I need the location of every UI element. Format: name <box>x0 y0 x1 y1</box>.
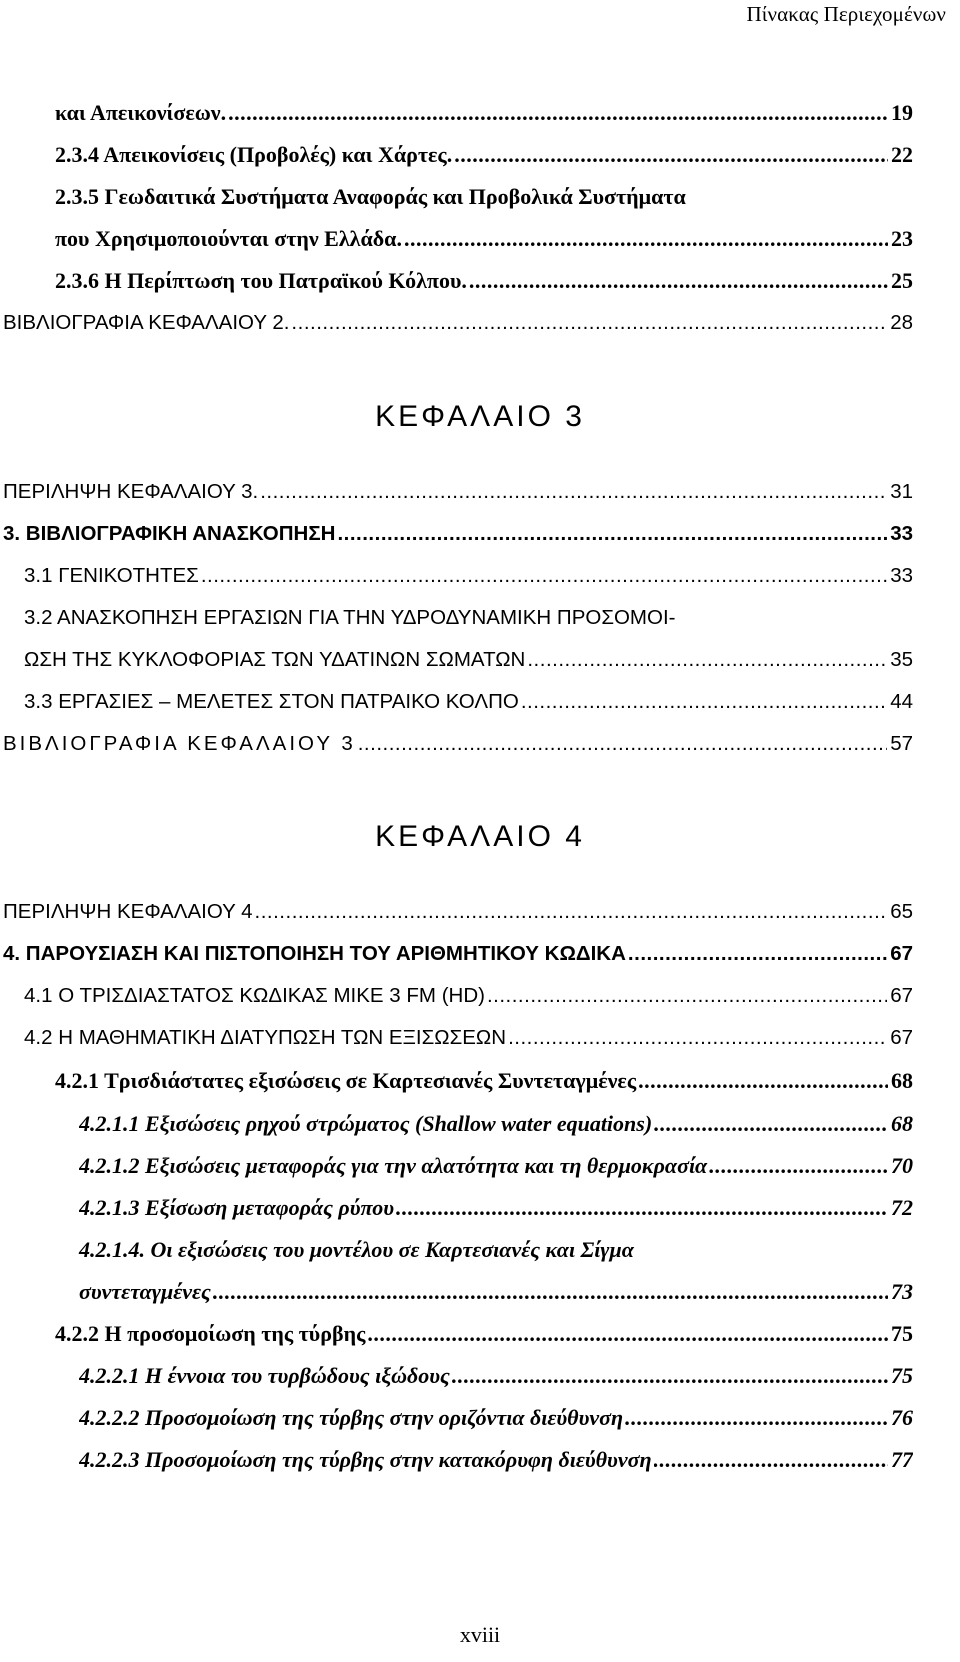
toc-entry-title: 4.2.1.1 Εξισώσεις ρηχού στρώματος (Shallow water equations) <box>79 1111 653 1136</box>
toc-page-number: 31 <box>890 480 913 503</box>
toc-entry-title: 4.2.2.2 Προσομοίωση της τύρβης στην οριζόντια διεύθυνση <box>79 1405 624 1430</box>
toc-entry-title: ΒΙΒΛΙΟΓΡΑΦΙΑ ΚΕΦΑΛΑΙΟΥ 3 <box>3 732 356 755</box>
chapter-heading: ΚΕΦΑΛΑΙΟ 4 <box>375 820 585 853</box>
toc-entry-title-line: 3.2 ΑΝΑΣΚΟΠΗΣΗ ΕΡΓΑΣΙΩΝ ΓΙΑ ΤΗΝ ΥΔΡΟΔΥΝΑΜΙΚΗ ΠΡΟΣΟΜΟΙ- <box>24 606 676 629</box>
toc-leader <box>709 1153 888 1179</box>
toc-leader <box>508 1026 887 1050</box>
toc-entry-title: 4.2.2.1 Η έννοια του τυρβώδους ιξώδους <box>79 1363 450 1388</box>
toc-entry-title: ΩΣΗ ΤΗΣ ΚΥΚΛΟΦΟΡΙΑΣ ΤΩΝ ΥΔΑΤΙΝΩΝ ΣΩΜΑΤΩΝ <box>24 648 526 671</box>
toc-page-number: 73 <box>891 1279 913 1304</box>
toc-page-number: 67 <box>890 942 913 965</box>
toc-page-number: 19 <box>891 100 913 125</box>
toc-page-number: 35 <box>890 648 913 671</box>
toc-leader <box>487 984 887 1008</box>
toc-entry[interactable] <box>79 1111 913 1137</box>
toc-entry-title-line: 2.3.5 Γεωδαιτικά Συστήματα Αναφοράς και Προβολικά Συστήματα <box>55 184 686 209</box>
toc-entry[interactable] <box>55 226 913 252</box>
toc-page-number: 70 <box>891 1153 913 1178</box>
toc-page-number: 33 <box>890 564 913 587</box>
toc-entry[interactable] <box>3 522 913 546</box>
toc-entry-title: 4.2 Η ΜΑΘΗΜΑΤΙΚΗ ΔΙΑΤΥΠΩΣΗ ΤΩΝ ΕΞΙΣΩΣΕΩΝ <box>24 1026 507 1049</box>
toc-page-number: 67 <box>890 1026 913 1049</box>
toc-entry[interactable] <box>55 100 913 126</box>
toc-page-number: 76 <box>891 1405 913 1430</box>
toc-page-number: 23 <box>891 226 913 251</box>
toc-leader <box>228 100 888 126</box>
toc-entry-title: 4. ΠΑΡΟΥΣΙΑΣΗ ΚΑΙ ΠΙΣΤΟΠΟΙΗΣΗ ΤΟΥ ΑΡΙΘΜΗΤΙΚΟΥ ΚΩΔΙΚΑ <box>3 942 626 965</box>
page-header: Πίνακας Περιεχομένων <box>746 2 946 26</box>
toc-leader <box>255 900 888 924</box>
toc-page-number: 28 <box>890 311 913 334</box>
toc-entry-title: που Χρησιμοποιούνται στην Ελλάδα. <box>55 226 402 251</box>
toc-leader <box>260 480 887 504</box>
toc-page-number: 75 <box>891 1321 913 1346</box>
toc-leader <box>469 268 888 294</box>
toc-leader <box>638 1068 888 1094</box>
toc-entry-title: 3. ΒΙΒΛΙΟΓΡΑΦΙΚΗ ΑΝΑΣΚΟΠΗΣΗ <box>3 522 336 545</box>
toc-leader <box>404 226 888 252</box>
toc-entry[interactable] <box>24 984 913 1008</box>
toc-entry[interactable] <box>55 268 913 294</box>
toc-page-number: 33 <box>890 522 913 545</box>
toc-leader <box>337 522 887 546</box>
toc-entry-title: 2.3.4 Απεικονίσεις (Προβολές) και Χάρτες. <box>55 142 453 167</box>
toc-entry[interactable] <box>3 311 913 335</box>
toc-entry-title: 3.1 ΓΕΝΙΚΟΤΗΤΕΣ <box>24 564 199 587</box>
toc-entry[interactable] <box>55 1068 913 1094</box>
toc-entry[interactable] <box>24 648 913 672</box>
toc-entry-title: 4.2.2.3 Προσομοίωση της τύρβης στην κατακόρυφη διεύθυνση <box>79 1447 652 1472</box>
toc-entry-title: 4.2.1.3 Εξίσωση μεταφοράς ρύπου <box>79 1195 395 1220</box>
toc-leader <box>291 311 887 335</box>
chapter-heading: ΚΕΦΑΛΑΙΟ 3 <box>375 400 585 433</box>
toc-page-number: 25 <box>891 268 913 293</box>
toc-leader <box>628 942 887 966</box>
toc-page-number: 22 <box>891 142 913 167</box>
toc-entry-title: 4.2.1.2 Εξισώσεις μεταφοράς για την αλατότητα και τη θερμοκρασία <box>79 1153 708 1178</box>
toc-entry[interactable] <box>79 1363 913 1389</box>
toc-entry-title: ΠΕΡΙΛΗΨΗ ΚΕΦΑΛΑΙΟΥ 4 <box>3 900 253 923</box>
toc-entry[interactable] <box>24 1026 913 1050</box>
toc-page-number: 67 <box>890 984 913 1007</box>
toc-entry-title: συντεταγμένες <box>79 1279 211 1304</box>
toc-entry[interactable] <box>24 564 913 588</box>
toc-leader <box>396 1195 888 1221</box>
toc-entry-title-line: 4.2.1.4. Οι εξισώσεις του μοντέλου σε Καρτεσιανές και Σίγμα <box>79 1237 634 1262</box>
toc-entry[interactable] <box>3 732 913 756</box>
toc-leader <box>358 732 887 756</box>
page-number-footer: xviii <box>459 1622 501 1647</box>
toc-leader <box>654 1447 888 1473</box>
toc-leader <box>213 1279 888 1305</box>
toc-entry[interactable] <box>79 1279 913 1305</box>
toc-entry-title: ΠΕΡΙΛΗΨΗ ΚΕΦΑΛΑΙΟΥ 3. <box>3 480 259 503</box>
toc-entry[interactable] <box>3 942 913 966</box>
toc-leader <box>654 1111 888 1137</box>
toc-entry-title: 3.3 ΕΡΓΑΣΙΕΣ – ΜΕΛΕΤΕΣ ΣΤΟΝ ΠΑΤΡΑΙΚΟ ΚΟΛΠΟ <box>24 690 519 713</box>
toc-page-number: 72 <box>891 1195 913 1220</box>
toc-entry[interactable] <box>79 1405 913 1431</box>
toc-entry-title: ΒΙΒΛΙΟΓΡΑΦΙΑ ΚΕΦΑΛΑΙΟΥ 2. <box>3 311 290 334</box>
toc-page-number: 68 <box>891 1111 913 1136</box>
toc-page-number: 44 <box>890 690 913 713</box>
toc-leader <box>367 1321 888 1347</box>
toc-leader <box>527 648 887 672</box>
toc-leader <box>201 564 887 588</box>
toc-leader <box>454 142 888 168</box>
toc-entry[interactable] <box>3 480 913 504</box>
toc-page-number: 77 <box>891 1447 913 1472</box>
toc-entry[interactable] <box>55 142 913 168</box>
toc-entry[interactable] <box>55 1321 913 1347</box>
toc-entry-title: και Απεικονίσεων. <box>55 100 227 125</box>
toc-page-number: 75 <box>891 1363 913 1388</box>
toc-leader <box>521 690 887 714</box>
toc-entry-title: 4.2.1 Τρισδιάστατες εξισώσεις σε Καρτεσιανές Συντεταγμένες <box>55 1068 637 1093</box>
toc-page-number: 57 <box>890 732 913 755</box>
toc-entry[interactable] <box>79 1447 913 1473</box>
toc-entry-title: 4.2.2 Η προσομοίωση της τύρβης <box>55 1321 366 1346</box>
toc-page-number: 68 <box>891 1068 913 1093</box>
toc-leader <box>452 1363 888 1389</box>
toc-leader <box>625 1405 888 1431</box>
toc-entry[interactable] <box>79 1195 913 1221</box>
toc-entry-title: 2.3.6 Η Περίπτωση του Πατραϊκού Κόλπου. <box>55 268 467 293</box>
toc-page-number: 65 <box>890 900 913 923</box>
toc-entry-title: 4.1 Ο ΤΡΙΣΔΙΑΣΤΑΤΟΣ ΚΩΔΙΚΑΣ MIKE 3 FM (HD) <box>24 984 485 1007</box>
toc-entry[interactable] <box>24 690 913 714</box>
toc-entry[interactable] <box>79 1153 913 1179</box>
toc-entry[interactable] <box>3 900 913 924</box>
